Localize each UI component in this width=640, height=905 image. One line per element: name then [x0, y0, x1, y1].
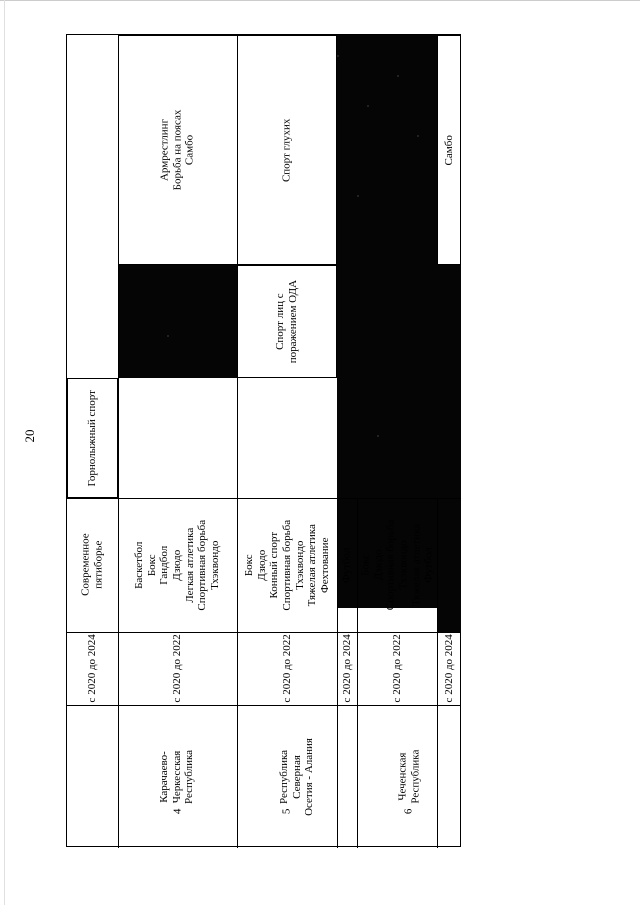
scan-speck	[397, 75, 399, 77]
alpine-label: Горнолыжный спорт	[86, 389, 99, 487]
alpine-header	[67, 378, 118, 498]
row6-region-text: Чеченская Республика	[396, 749, 421, 804]
row6-sambo: Самбо	[442, 134, 455, 166]
row4-sports-list: Баскетбол Бокс Гандбол Дзюдо Легкая атлетика Спортивная борьба Тхэквондо	[133, 519, 222, 611]
row4-sports	[118, 498, 237, 632]
row5-region-text: Республика Северная Осетия - Алания	[278, 737, 316, 816]
header-period	[67, 632, 118, 705]
row4-extra-sports	[118, 35, 237, 265]
row6-sports-list: Бокс Дзюдо Спортивная борьба Тхэквондо Тяжелая атлетика Футбол	[359, 519, 435, 611]
row5-disabled-text: Спорт лиц с поражением ОДА	[274, 279, 299, 364]
row6-sports	[357, 498, 437, 632]
sports-table	[66, 34, 461, 847]
row5-sports2: Футбол	[340, 547, 353, 583]
scan-speck	[337, 55, 339, 57]
black-area-row6-tail	[437, 535, 461, 632]
row5-period2: с 2020 до 2024	[340, 634, 353, 703]
row4-region-text: Карачаево- Черкесская Республика	[158, 749, 196, 804]
row5-disabled-sport	[237, 265, 337, 378]
row6-region	[357, 705, 461, 848]
scan-speck	[167, 335, 169, 337]
row4-region	[118, 705, 237, 848]
scan-speck	[417, 135, 419, 137]
row4-period: с 2020 до 2022	[171, 634, 184, 703]
row6-period: с 2020 до 2022	[390, 634, 403, 703]
header-period-label: с 2020 до 2024	[86, 634, 99, 703]
scan-speck	[357, 195, 359, 197]
scan-speck	[367, 105, 369, 107]
row5-number: 5	[280, 808, 293, 815]
pentathlon-header	[67, 498, 118, 632]
row4-number: 4	[171, 808, 184, 815]
pentathlon-label: Современное пятиборье	[79, 533, 105, 597]
scan-edge-top	[0, 0, 640, 1]
row5-sports	[237, 498, 337, 632]
row4-extra-list: Армрестлинг Борьба на поясах Самбо	[158, 109, 196, 191]
row5-region	[237, 705, 357, 848]
row6-number: 6	[402, 808, 415, 815]
row6-period2: с 2020 до 2024	[442, 634, 455, 703]
scan-edge-left	[4, 0, 5, 905]
row5-deaf-sport: Спорт глухих	[280, 118, 293, 182]
row5-sports-list: Бокс Дзюдо Конный спорт Спортивная борьба Тхэквондо Тяжелая атлетика Фехтование	[242, 519, 331, 611]
scan-speck	[377, 435, 379, 437]
page-number: 20	[22, 429, 37, 443]
row5-period: с 2020 до 2022	[280, 634, 293, 703]
